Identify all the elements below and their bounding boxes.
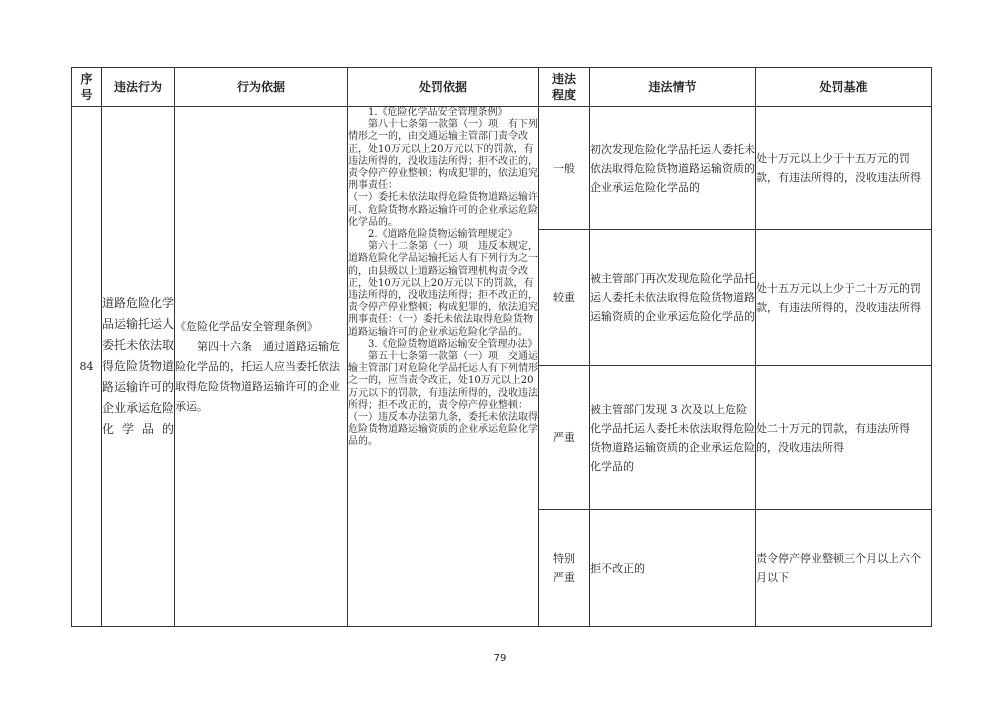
header-seq: 序 号 [72, 68, 102, 107]
degree-severe: 严重 [539, 366, 590, 510]
basis-title: 《危险化学品安全管理条例》 [175, 319, 318, 333]
header-basis: 行为依据 [175, 68, 348, 107]
basis-article: 第四十六条 通过道路运输危险化学品的，托运人应当委托依法取得危险货物道路运输许可的企业承运。 [175, 339, 340, 413]
circumstance-extreme: 拒不改正的 [590, 510, 756, 627]
standard-severe: 处二十万元的罚款，有违法所得的，没收违法所得 [756, 366, 932, 510]
penalty-1-body: 第八十七条第一款第（一）项 有下列情形之一的，由交通运输主管部门责令改正，处10万元以上20万元以下的罚款，有违法所得的，没收违法所得；拒不改正的，责令停产停业整顿；构成犯罪的，依法追究刑事责任： [348, 119, 538, 192]
penalty-3-body: 第五十七条第一款第（一）项 交通运输主管部门对危险化学品托运人有下列情形之一的，应当责令改正，处10万元以上20万元以下的罚款，有违法所得的，没收违法所得；拒不改正的，责令停产停业整顿：（一）违反本办法第九条，委托未依法取得危险货物道路运输资质的企业承运危险化学品的。 [348, 351, 538, 448]
header-degree: 违法 程度 [539, 68, 590, 107]
header-violation: 违法行为 [102, 68, 175, 107]
page-number: 79 [493, 653, 507, 664]
standard-general: 处十万元以上少于十五万元的罚款，有违法所得的，没收违法所得 [756, 107, 932, 230]
circumstance-severe: 被主管部门发现 3 次及以上危险化学品托运人委托未依法取得危险货物道路运输资质的企业承运危险化学品的 [590, 366, 756, 510]
penalty-standard-table [71, 67, 932, 627]
degree-extreme: 特别 严重 [539, 510, 590, 627]
row-penalty-basis [348, 107, 539, 627]
degree-general: 一般 [539, 107, 590, 230]
penalty-1-title: 1.《危险化学品安全管理条例》 [368, 107, 508, 118]
row-violation: 道路危险化学品运输托运人委托未依法取得危险货物道路运输许可的企业承运危险化学品的 [102, 107, 175, 627]
degree-serious: 较重 [539, 230, 590, 366]
header-circumstance: 违法情节 [590, 68, 756, 107]
row-basis [175, 107, 348, 627]
header-penalty-basis: 处罚依据 [348, 68, 539, 107]
table-row [72, 107, 932, 230]
penalty-3-title: 3.《危险货物道路运输安全管理办法》 [368, 338, 538, 350]
penalty-1-item: （一）委托未依法取得危险货物道路运输许可、危险货物水路运输许可的企业承运危险化学品的。 [348, 192, 538, 228]
header-standard: 处罚基准 [756, 68, 932, 107]
penalty-2-title: 2.《道路危险货物运输管理规定》 [368, 229, 518, 241]
row-seq: 84 [72, 107, 102, 627]
circumstance-serious: 被主管部门再次发现危险化学品托运人委托未依法取得危险货物道路运输资质的企业承运危险化学品的 [590, 230, 756, 366]
table-header-row [72, 68, 932, 107]
penalty-2-body: 第六十二条第（一）项 违反本规定，道路危险化学品运输托运人有下列行为之一的，由县级以上道路运输管理机构责令改正，处10万元以上20万元以下的罚款，有违法所得的，没收违法所得；拒不改正的，责令停产停业整顿；构成犯罪的，依法追究刑事责任：（一）委托未依法取得危险货物道路运输许可的企业承运危险化学品的。 [348, 241, 538, 338]
standard-extreme: 责令停产停业整顿三个月以上六个月以下 [756, 510, 932, 627]
circumstance-general: 初次发现危险化学品托运人委托未依法取得危险货物道路运输资质的企业承运危险化学品的 [590, 107, 756, 230]
standard-serious: 处十五万元以上少于二十万元的罚款，有违法所得的，没收违法所得 [756, 230, 932, 366]
